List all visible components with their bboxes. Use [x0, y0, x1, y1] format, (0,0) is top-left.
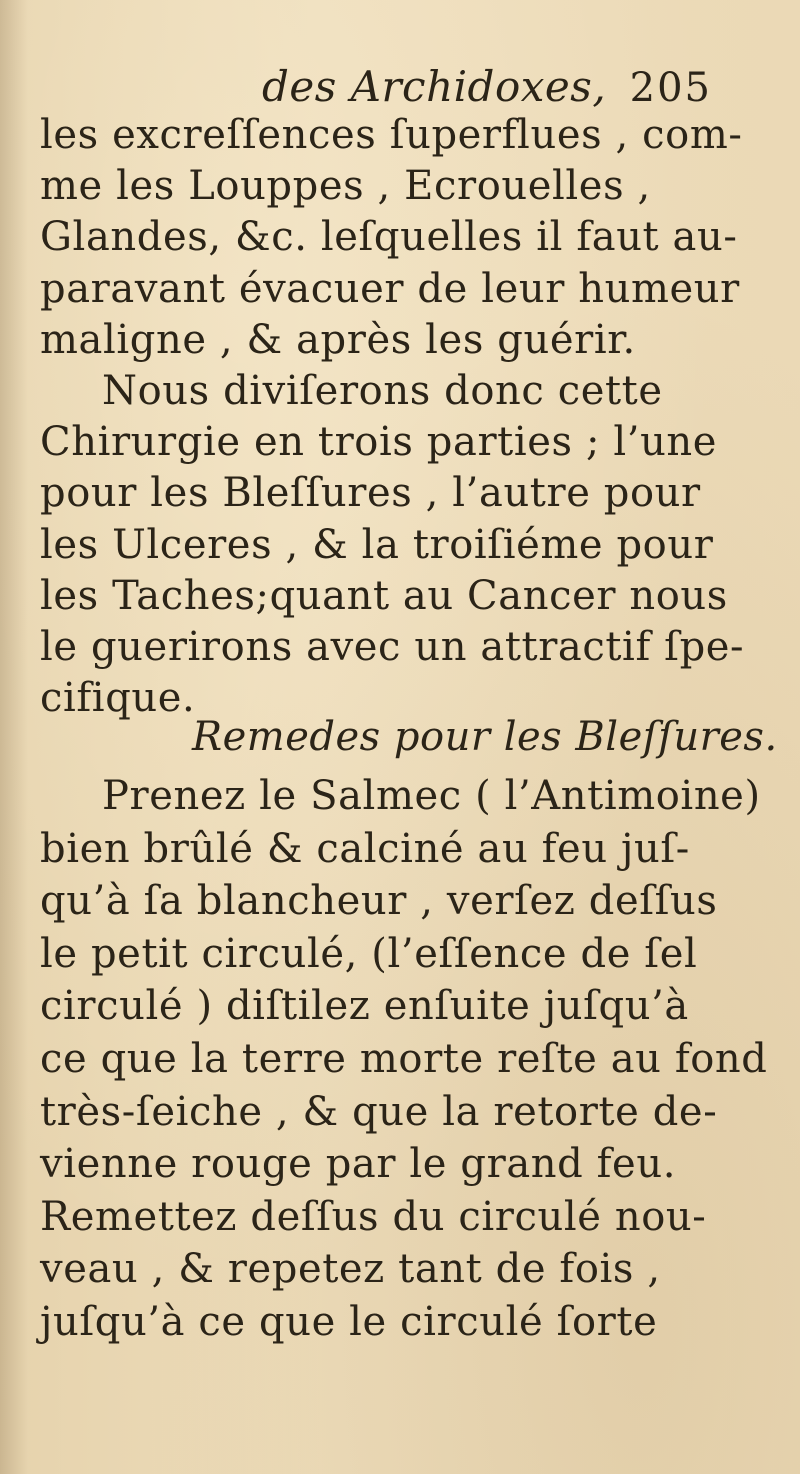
text-line: juſqu’à ce que le circulé ſorte [40, 1298, 658, 1345]
text-line: Prenez le Salmec ( l’Antimoine) [102, 773, 761, 819]
text-line: Chirurgie en trois parties ; l’une [40, 419, 718, 466]
text-line: vienne rouge par le grand feu. [40, 1141, 677, 1188]
text-line: ce que la terre morte reſte au fond [40, 1035, 768, 1082]
text-line: les Taches;quant au Cancer nous [40, 572, 728, 619]
text-line: le petit circulé, (l’eſſence de ſel [40, 930, 698, 977]
paragraph-1 [40, 110, 760, 724]
text-line: qu’à ſa blancheur , verſez deſſus [40, 878, 718, 925]
text-line: pour les Bleſſures , l’autre pour [40, 470, 701, 517]
text-line: les Ulceres , & la troiſiéme pour [40, 521, 714, 568]
text-line: cifique. [40, 675, 196, 722]
text-line: Remettez deſſus du circulé nou- [40, 1193, 707, 1240]
text-line: paravant évacuer de leur humeur [40, 265, 740, 312]
text-line: circulé ) diſtilez enſuite juſqu’à [40, 983, 689, 1030]
text-line: me les Louppes , Ecrouelles , [40, 163, 651, 210]
section-heading: Remedes pour les Bleſſures. [192, 714, 778, 760]
running-head: des Archidoxes, [262, 62, 607, 111]
paragraph-3 [40, 770, 768, 1349]
text-line: maligne , & après les guérir. [40, 316, 636, 363]
text-line: veau , & repetez tant de fois , [40, 1246, 661, 1293]
text-line: très-ſeiche , & que la retorte de- [40, 1088, 718, 1135]
text-line: le guerirons avec un attractif ſpe- [40, 623, 745, 670]
text-line: Nous diviſerons donc cette [102, 367, 663, 414]
text-line: les excreſſences ſuperflues , com- [40, 112, 743, 158]
gutter-shadow [0, 0, 28, 1474]
page-number: 205 [629, 65, 712, 111]
text-line: bien brûlé & calciné au feu juſ- [40, 825, 690, 872]
text-line: Glandes, &c. leſquelles il faut au- [40, 214, 738, 261]
